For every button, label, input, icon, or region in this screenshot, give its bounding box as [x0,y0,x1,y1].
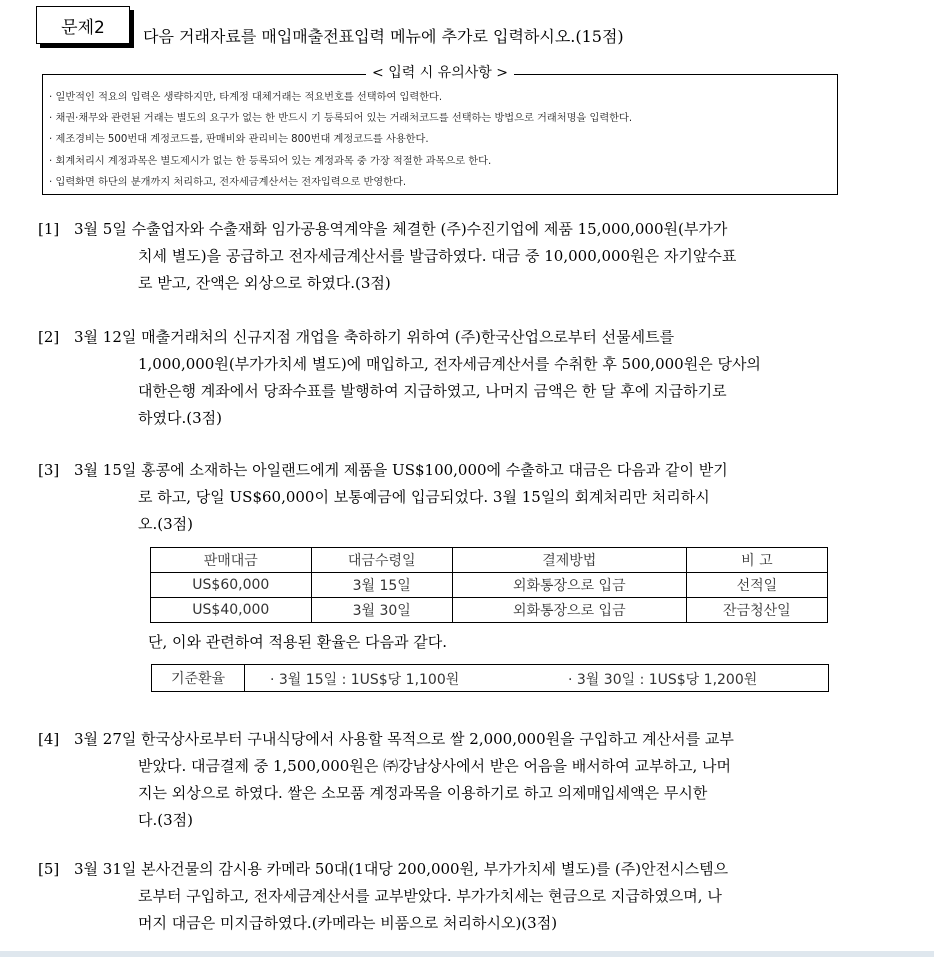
note-item: · 채권·채무와 관련된 거래는 별도의 요구가 없는 한 반드시 기 등록되어 있는 거래처코드를 선택하는 방법으로 거래처명을 입력한다. [49,113,633,125]
question-text-line: 하였다.(3점) [138,409,222,427]
question-text-line: 3월 12일 매출거래처의 신규지점 개업을 축하하기 위하여 (주)한국산업으로부터 선물세트를 [74,328,675,346]
exchange-rate-box [151,664,829,692]
table-header-cell: 대금수령일 [311,548,452,573]
table-header-row [151,548,828,573]
question-text-line: 다.(3점) [138,811,193,829]
notes-list [43,75,837,193]
question-text-line: 치세 별도)을 공급하고 전자세금계산서를 발급하였다. 대금 중 10,000,000원은 자기앞수표 [138,247,737,265]
payment-table [150,547,828,623]
exchange-rate-value: · 3월 15일 : 1US$당 1,100원 [270,672,460,688]
note-item: · 회계처리시 계정과목은 별도제시가 없는 한 등록되어 있는 계정과목 중 가장 적절한 과목으로 한다. [49,155,492,167]
question-text-line: 로 받고, 잔액은 외상으로 하였다.(3점) [138,274,391,292]
question-2 [38,324,844,432]
exchange-rate-label: 기준환율 [152,665,245,691]
problem-title: 다음 거래자료를 매입매출전표입력 메뉴에 추가로 입력하시오.(15점) [143,27,624,46]
note-item: · 입력화면 하단의 분개까지 처리하고, 전자세금계산서는 전자입력으로 반영한다. [49,176,407,188]
table-cell: US$40,000 [151,598,312,623]
notes-title: < 입력 시 유의사항 > [43,65,837,81]
question-number: [4] [38,730,60,748]
problem-badge: 문제2 [36,6,130,44]
question-text-line: 3월 5일 수출업자와 수출재화 임가공용역계약을 체결한 (주)수진기업에 제품 15,000,000원(부가가 [74,220,728,238]
note-item: · 제조경비는 500번대 계정코드를, 판매비와 관리비는 800번대 계정코드를 사용한다. [49,134,429,146]
question-number: [1] [38,220,60,238]
question-text-line: 머지 대금은 미지급하였다.(카메라는 비품으로 처리하시오)(3점) [138,914,558,932]
table-cell: 3월 30일 [311,598,452,623]
table-row [151,573,828,598]
question-number: [3] [38,461,60,479]
question-text-line: 오.(3점) [138,515,193,533]
question-text-line: 1,000,000원(부가가치세 별도)에 매입하고, 전자세금계산서를 수취한 후 500,000원은 당사의 [138,355,761,373]
exchange-rate-note: 단, 이와 관련하여 적용된 환율은 다음과 같다. [148,633,447,651]
note-item: · 일반적인 적요의 입력은 생략하지만, 타계정 대체거래는 적요번호를 선택하여 입력한다. [49,92,443,103]
bottom-border-strip [0,951,934,957]
table-header-cell: 판매대금 [151,548,312,573]
question-4 [38,726,844,834]
table-header-cell: 비 고 [686,548,827,573]
question-number: [2] [38,328,60,346]
table-cell: 외화통장으로 입금 [452,598,686,623]
question-text-line: 3월 27일 한국상사로부터 구내식당에서 사용할 목적으로 쌀 2,000,000원을 구입하고 계산서를 교부 [74,730,734,748]
table-row [151,598,828,623]
table-cell: 3월 15일 [311,573,452,598]
question-number: [5] [38,860,60,878]
table-header-cell: 결제방법 [452,548,686,573]
question-text-line: 로부터 구입하고, 전자세금계산서를 교부받았다. 부가가치세는 현금으로 지급하였으며, 나 [138,887,722,905]
table-cell: 잔금청산일 [686,598,827,623]
question-text-line: 지는 외상으로 하였다. 쌀은 소모품 계정과목을 이용하기로 하고 의제매입세액은 무시한 [138,784,708,802]
question-3 [38,457,844,538]
question-text-line: 로 하고, 당일 US$60,000이 보통예금에 입금되었다. 3월 15일의 회계처리만 처리하시 [138,488,710,506]
table-cell: US$60,000 [151,573,312,598]
exchange-rate-value: · 3월 30일 : 1US$당 1,200원 [568,672,758,688]
question-5 [38,856,844,937]
table-cell: 외화통장으로 입금 [452,573,686,598]
question-text-line: 3월 31일 본사건물의 감시용 카메라 50대(1대당 200,000원, 부가가치세 별도)를 (주)안전시스템으 [74,860,729,878]
input-notes-box [42,65,838,195]
question-text-line: 받았다. 대금결제 중 1,500,000원은 ㈜강남상사에서 받은 어음을 배서하여 교부하고, 나머 [138,757,731,775]
table-cell: 선적일 [686,573,827,598]
question-1 [38,216,844,297]
question-text-line: 3월 15일 홍콩에 소재하는 아일랜드에게 제품을 US$100,000에 수출하고 대금은 다음과 같이 받기 [74,461,728,479]
question-text-line: 대한은행 계좌에서 당좌수표를 발행하여 지급하였고, 나머지 금액은 한 달 후에 지급하기로 [138,382,727,400]
